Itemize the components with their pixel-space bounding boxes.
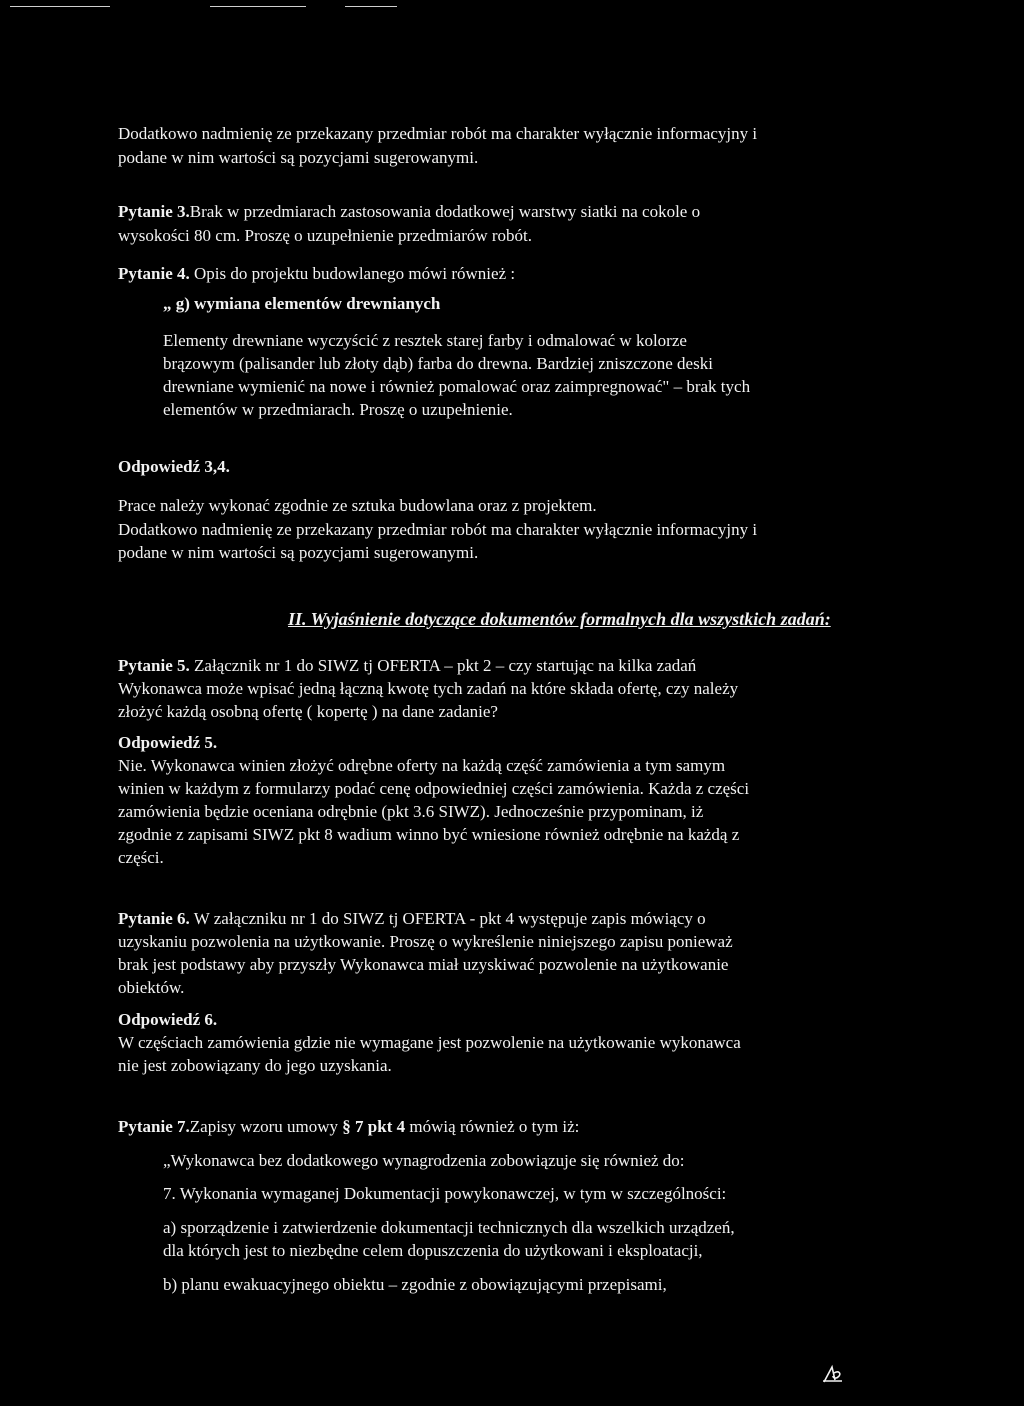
top-rule-3 xyxy=(345,6,397,7)
question-4-para-2: brązowym (palisander lub złoty dąb) farba do drewna. Bardziej zniszczone deski xyxy=(163,354,713,373)
question-5 xyxy=(118,656,696,676)
question-4-para-4: elementów w przedmiarach. Proszę o uzupełnienie. xyxy=(163,400,513,419)
question-7-paragraph-ref: § 7 pkt 4 xyxy=(342,1117,406,1136)
handwritten-initials xyxy=(822,1364,844,1384)
question-6-line-3: brak jest podstawy aby przyszły Wykonawca miał uzyskiwać pozwolenie na użytkowanie xyxy=(118,955,729,974)
question-7-item-a-line-2: dla których jest to niezbędne celem dopuszczenia do użytkowani i eksploatacji, xyxy=(163,1241,703,1260)
intro-line-2: podane w nim wartości są pozycjami sugerowanymi. xyxy=(118,148,479,167)
question-5-line-3: złożyć każdą osobną ofertę ( kopertę ) na dane zadanie? xyxy=(118,702,498,721)
answer-5-line-3: zamówienia będzie oceniana odrębnie (pkt 3.6 SIWZ). Jednocześnie przypominam, iż xyxy=(118,802,704,821)
answer-6-line-2: nie jest zobowiązany do jego uzyskania. xyxy=(118,1056,392,1075)
answer-6-label: Odpowiedź 6. xyxy=(118,1010,218,1029)
question-4-label: Pytanie 4. xyxy=(118,264,190,283)
question-6-line-4: obiektów. xyxy=(118,978,185,997)
answer-5-line-1: Nie. Wykonawca winien złożyć odrębne oferty na każdą część zamówienia a tym samym xyxy=(118,756,726,775)
question-6-text-1: W załączniku nr 1 do SIWZ tj OFERTA - pkt 4 występuje zapis mówiący o xyxy=(193,909,706,928)
answer-5-line-2: winien w każdym z formularzy podać cenę odpowiedniej części zamówienia. Każda z części xyxy=(118,779,750,798)
question-5-line-2: Wykonawca może wpisać jedną łączną kwotę tych zadań na które składa ofertę, czy należy xyxy=(118,679,739,698)
answer-5-line-5: części. xyxy=(118,848,164,867)
question-5-label: Pytanie 5. xyxy=(118,656,190,675)
question-6-line-2: uzyskaniu pozwolenia na użytkowanie. Proszę o wykreślenie niniejszego zapisu ponieważ xyxy=(118,932,733,951)
question-4-quote-title: „ g) wymiana elementów drewnianych xyxy=(163,294,441,313)
answer-3-4-label: Odpowiedź 3,4. xyxy=(118,457,230,476)
question-4-para-3: drewniane wymienić na nowe i również pomalować oraz zaimpregnować" – brak tych xyxy=(163,377,751,396)
answer-3-4-line-3: podane w nim wartości są pozycjami sugerowanymi. xyxy=(118,543,479,562)
answer-3-4-line-2: Dodatkowo nadmienię ze przekazany przedmiar robót ma charakter wyłącznie informacyjny i xyxy=(118,520,758,539)
question-7-item-7: 7. Wykonania wymaganej Dokumentacji powykonawczej, w tym w szczególności: xyxy=(163,1184,727,1203)
question-7-text-c: mówią również o tym iż: xyxy=(409,1117,580,1136)
intro-line-1: Dodatkowo nadmienię ze przekazany przedmiar robót ma charakter wyłącznie informacyjny i xyxy=(118,124,758,143)
question-7-item-b-line-1: b) planu ewakuacyjnego obiektu – zgodnie z obowiązującymi przepisami, xyxy=(163,1275,667,1294)
question-3 xyxy=(118,202,700,222)
question-4-text-1: Opis do projektu budowlanego mówi również : xyxy=(194,264,516,283)
answer-6-line-1: W częściach zamówienia gdzie nie wymagane jest pozwolenie na użytkowanie wykonawca xyxy=(118,1033,741,1052)
top-rule-1 xyxy=(10,6,110,7)
question-7-label: Pytanie 7. xyxy=(118,1117,190,1136)
question-3-label: Pytanie 3. xyxy=(118,202,190,221)
question-4 xyxy=(118,264,515,284)
answer-5-line-4: zgodnie z zapisami SIWZ pkt 8 wadium winno być wniesione również odrębnie na każdą z xyxy=(118,825,740,844)
top-rule-2 xyxy=(210,6,306,7)
question-4-para-1: Elementy drewniane wyczyścić z resztek starej farby i odmalować w kolorze xyxy=(163,331,687,350)
answer-5-label: Odpowiedź 5. xyxy=(118,733,218,752)
section-2-heading: II. Wyjaśnienie dotyczące dokumentów formalnych dla wszystkich zadań: xyxy=(288,609,831,629)
answer-3-4-line-1: Prace należy wykonać zgodnie ze sztuka budowlana oraz z projektem. xyxy=(118,496,597,515)
question-7-item-a-line-1: a) sporządzenie i zatwierdzenie dokumentacji technicznych dla wszelkich urządzeń, xyxy=(163,1218,735,1237)
question-7-text-a: Zapisy wzoru umowy xyxy=(189,1117,339,1136)
question-3-text-1: Brak w przedmiarach zastosowania dodatkowej warstwy siatki na cokole o xyxy=(189,202,701,221)
question-6-label: Pytanie 6. xyxy=(118,909,190,928)
question-3-line-2: wysokości 80 cm. Proszę o uzupełnienie przedmiarów robót. xyxy=(118,226,533,245)
question-7-quote-1: „Wykonawca bez dodatkowego wynagrodzenia zobowiązuje się również do: xyxy=(163,1151,685,1170)
question-5-text-1: Załącznik nr 1 do SIWZ tj OFERTA – pkt 2 – czy startując na kilka zadań xyxy=(194,656,697,675)
question-6 xyxy=(118,909,706,929)
question-7 xyxy=(118,1117,579,1137)
